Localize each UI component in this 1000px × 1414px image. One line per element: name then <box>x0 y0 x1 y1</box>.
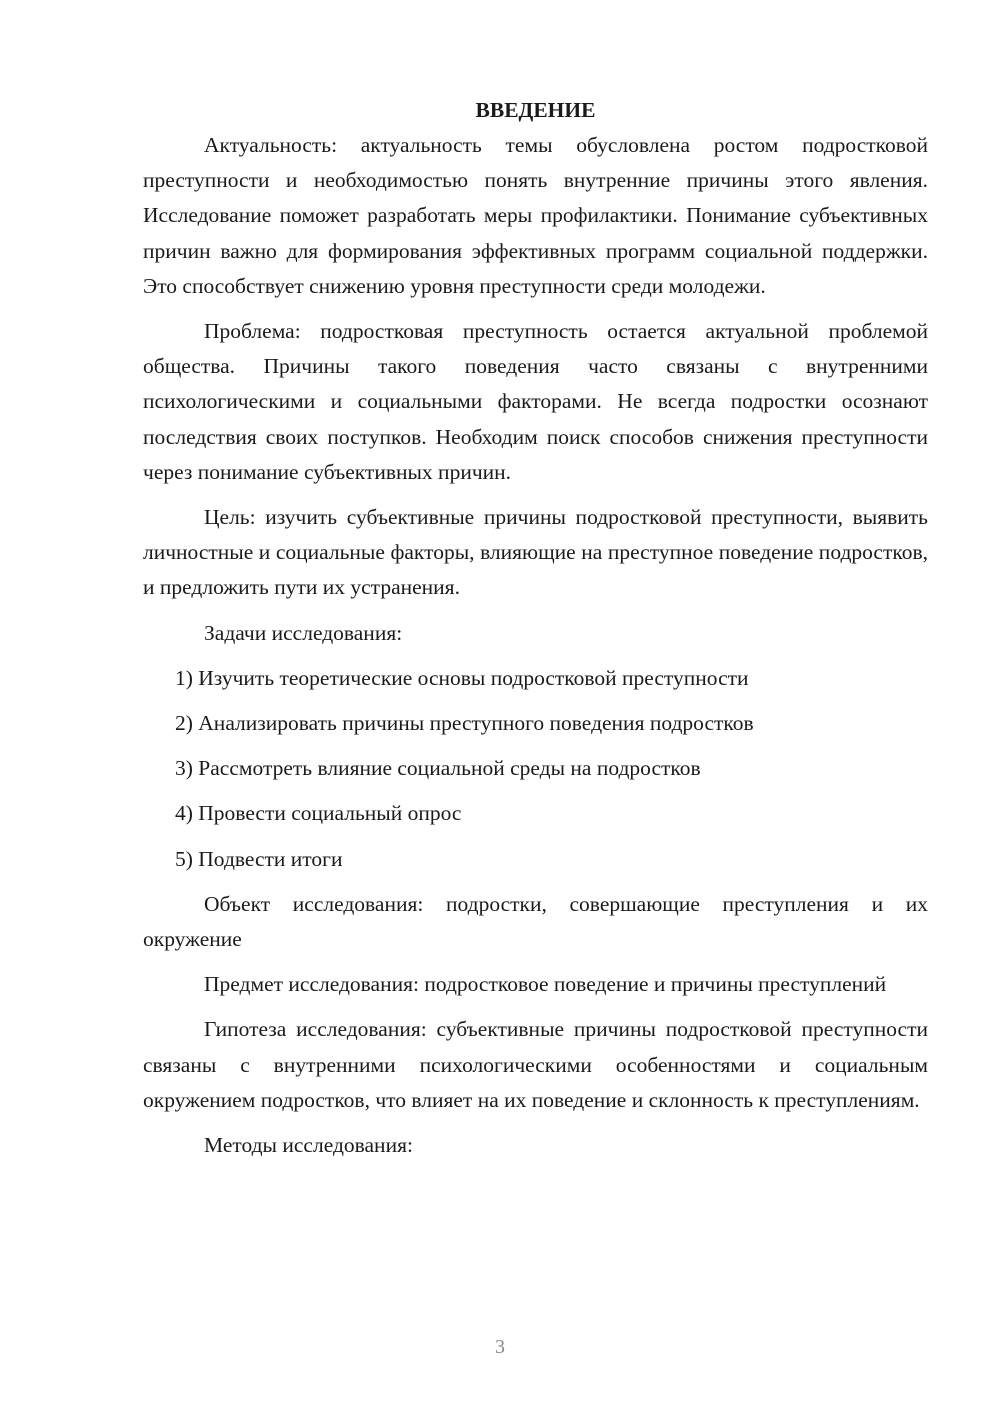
task-list <box>143 661 928 877</box>
page-content <box>143 93 928 1163</box>
paragraph-subject: Предмет исследования: подростковое поведение и причины преступлений <box>204 972 887 997</box>
paragraph-object: Объект исследования: подростки, совершающие преступления и их окружение <box>143 891 928 952</box>
paragraph-hypothesis: Гипотеза исследования: субъективные причины подростковой преступности связаны с внутренними психологическими особенностями и социальным окружением подростков, что влияет на их поведение и склонность к преступлениям. <box>143 1017 928 1112</box>
list-item: 1) Изучить теоретические основы подростковой преступности <box>175 665 749 690</box>
paragraph-methods-heading: Методы исследования: <box>204 1133 413 1158</box>
paragraph-tasks-heading: Задачи исследования: <box>204 620 403 645</box>
paragraph-problem: Проблема: подростковая преступность остается актуальной проблемой общества. Причины такого поведения часто связаны с внутренними психологическими и социальными факторами. Не всегда подростки осознают последствия своих поступков. Необходим поиск способов снижения преступности через понимание субъективных причин. <box>143 319 928 484</box>
page-number: 3 <box>495 1336 505 1358</box>
list-item: 4) Провести социальный опрос <box>175 801 462 826</box>
paragraph-relevance: Актуальность: актуальность темы обусловлена ростом подростковой преступности и необходимостью понять внутренние причины этого явления. Исследование поможет разработать меры профилактики. Понимание субъективных причин важно для формирования эффективных программ социальной поддержки. Это способствует снижению уровня преступности среди молодежи. <box>143 133 928 298</box>
page-title: ВВЕДЕНИЕ <box>475 98 596 122</box>
list-item: 2) Анализировать причины преступного поведения подростков <box>175 711 754 736</box>
list-item: 5) Подвести итоги <box>175 846 343 871</box>
paragraph-goal: Цель: изучить субъективные причины подростковой преступности, выявить личностные и социальные факторы, влияющие на преступное поведение подростков, и предложить пути их устранения. <box>143 505 928 600</box>
list-item: 3) Рассмотреть влияние социальной среды на подростков <box>175 756 701 781</box>
